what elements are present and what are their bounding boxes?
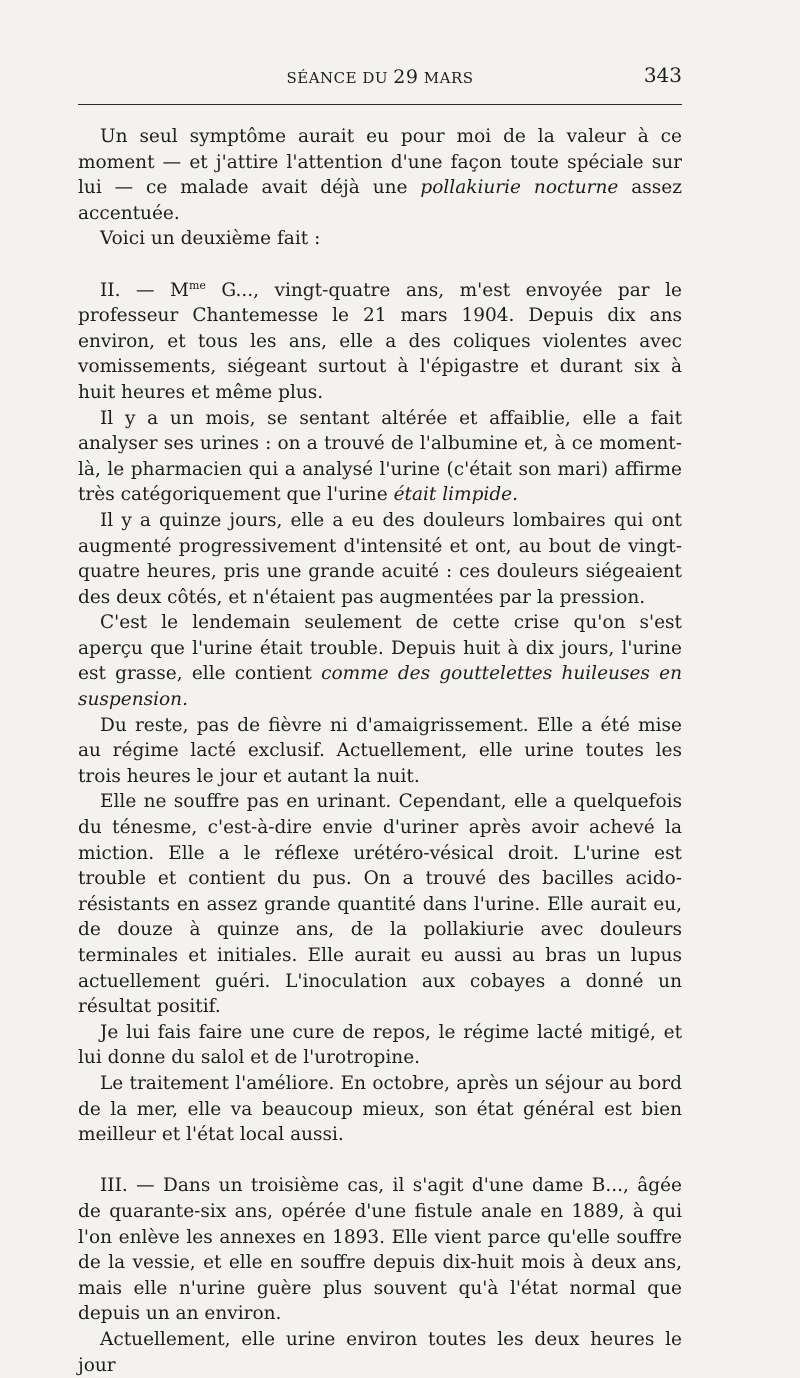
running-header <box>78 62 682 88</box>
header-title: SÉANCE DU 29 MARS <box>286 66 474 88</box>
paragraph: C'est le lendemain seulement de cette crise qu'on s'est aperçu que l'urine était trouble. Depuis huit à dix jours, l'urine est grasse, elle contient comme des gouttelettes huileuses en suspension. <box>78 612 682 711</box>
header-rule <box>78 104 682 105</box>
body-text <box>78 124 682 1378</box>
paragraph: Le traitement l'améliore. En octobre, après un séjour au bord de la mer, elle va beaucoup mieux, son état général est bien meilleur et l'état local aussi. <box>78 1072 682 1146</box>
paragraph: Elle ne souffre pas en urinant. Cependant, elle a quelquefois du ténesme, c'est-à-dire envie d'uriner après avoir achevé la miction. Elle a le réflexe urétéro-vésical droit. L'urine est trouble et contient du pus. On a trouvé des bacilles acido-résistants en assez grande quantité dans l'urine. Elle aurait eu, de douze à quinze ans, de la pollakiurie avec douleurs terminales et initiales. Elle aurait eu aussi au bras un lupus actuellement guéri. L'inoculation aux cobayes a donné un résultat positif. <box>78 791 682 1018</box>
paragraph: Il y a un mois, se sentant altérée et affaiblie, elle a fait analyser ses urines : on a trouvé de l'albumine et, à ce moment-là, le pharmacien qui a analysé l'urine (c'était son mari) affirme très catégoriquement que l'urine était limpide. <box>78 407 682 506</box>
case-paragraph: III. — Dans un troisième cas, il s'agit d'une dame B..., âgée de quarante-six ans, opérée d'une fistule anale en 1889, à qui l'on enlève les annexes en 1893. Elle vient parce qu'elle souffre de la vessie, et elle en souffre depuis dix-huit mois à deux ans, mais elle n'urine guère plus souvent qu'à l'état normal que depuis un an environ. <box>78 1175 682 1325</box>
paragraph: Actuellement, elle urine environ toutes les deux heures le jour <box>78 1328 682 1376</box>
case-paragraph: II. — $M^{me}$ G..., vingt-quatre ans, m'est envoyée par le professeur Chantemesse le 21 mars 1904. Depuis dix ans environ, et tous les ans, elle a des coliques violentes avec vomissements, siégeant surtout à l'épigastre et durant six à huit heures et même plus. <box>78 278 683 403</box>
paragraph: Je lui fais faire une cure de repos, le régime lacté mitigé, et lui donne du salol et de l'urotropine. <box>78 1021 682 1069</box>
page-number: 343 <box>643 63 682 87</box>
paragraph: Voici un deuxième fait : <box>100 228 321 250</box>
paragraph: Il y a quinze jours, elle a eu des douleurs lombaires qui ont augmenté progressivement d'intensité et ont, au bout de vingt-quatre heures, pris une grande acuité : ces douleurs siégeaient des deux côtés, et n'étaient pas augmentées par la pression. <box>78 509 682 608</box>
paragraph: Du reste, pas de fièvre ni d'amaigrissement. Elle a été mise au régime lacté exclusif. Actuellement, elle urine toutes les trois heures le jour et autant la nuit. <box>78 714 682 787</box>
paragraph: Un seul symptôme aurait eu pour moi de la valeur à ce moment — et j'attire l'attention d'une façon toute spéciale sur lui — ce malade avait déjà une pollakiurie nocturne assez accentuée. <box>78 126 682 224</box>
